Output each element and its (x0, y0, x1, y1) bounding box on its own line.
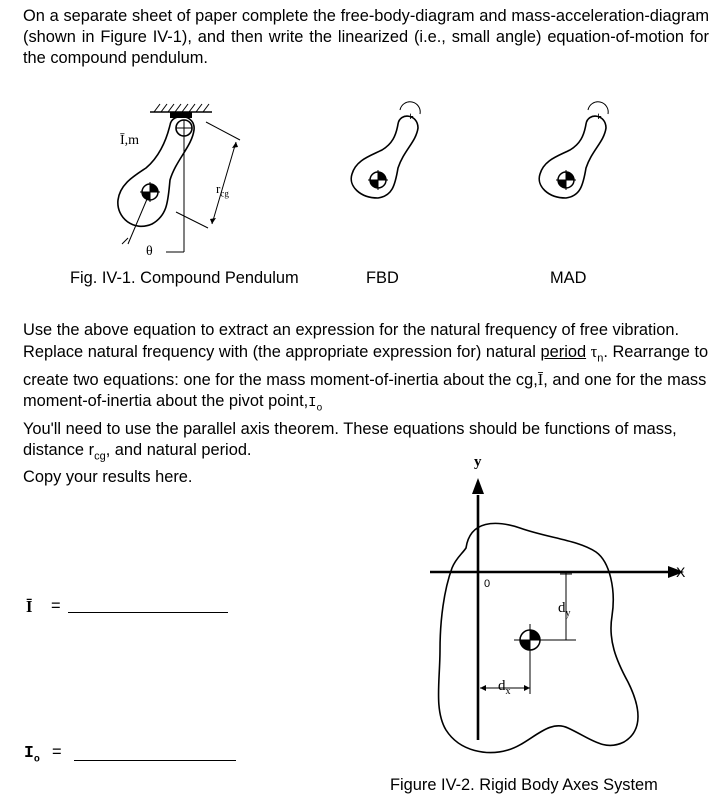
x-axis-label: X (676, 564, 686, 580)
plus-sign-fbd: + (407, 109, 414, 123)
plus-sign-mad: + (595, 109, 602, 123)
figure2-caption: Figure IV-2. Rigid Body Axes System (390, 776, 658, 794)
intro-paragraph: On a separate sheet of paper complete the free-body-diagram and mass-acceleration-diagram (shown in Figure IV-1), and then write the linearized (i.e., small angle) equation-of-motion for the compound pendulum. (23, 7, 709, 67)
mad-label: MAD (550, 269, 587, 287)
rcg-label: $r_{cg}$ (216, 181, 229, 199)
ibar-equals: = (51, 597, 61, 615)
y-axis-label: y (474, 454, 482, 470)
fbd-label: FBD (366, 269, 399, 287)
theta-label: θ (146, 244, 153, 259)
io-equals: = (52, 743, 62, 761)
origin-label: 0 (484, 578, 491, 590)
inertia-mass-label: Ī,m (120, 133, 140, 148)
dy-label: $d_y$ (558, 600, 571, 619)
io-label: $I_o$ (24, 743, 40, 766)
instructions-paragraph: Use the above equation to extract an expression for the natural frequency of free vibration. Replace natural frequency with (the appropriate expression for) natural period $\tau_n$. Rearrange to create two equations: one for the mass moment-of-inertia about the cg,Ī, and one for the mass moment-of-inertia about the pivot $point,I_o$ You'll need to use the parallel axis theorem. These equations should be functions of mass, distance $r_{cg}$, and natural period. Copy your results here. (23, 321, 709, 486)
figure1-caption: Fig. IV-1. Compound Pendulum (70, 269, 299, 287)
dx-label: $d_x$ (498, 678, 511, 697)
ibar-label: Ī (26, 597, 33, 616)
